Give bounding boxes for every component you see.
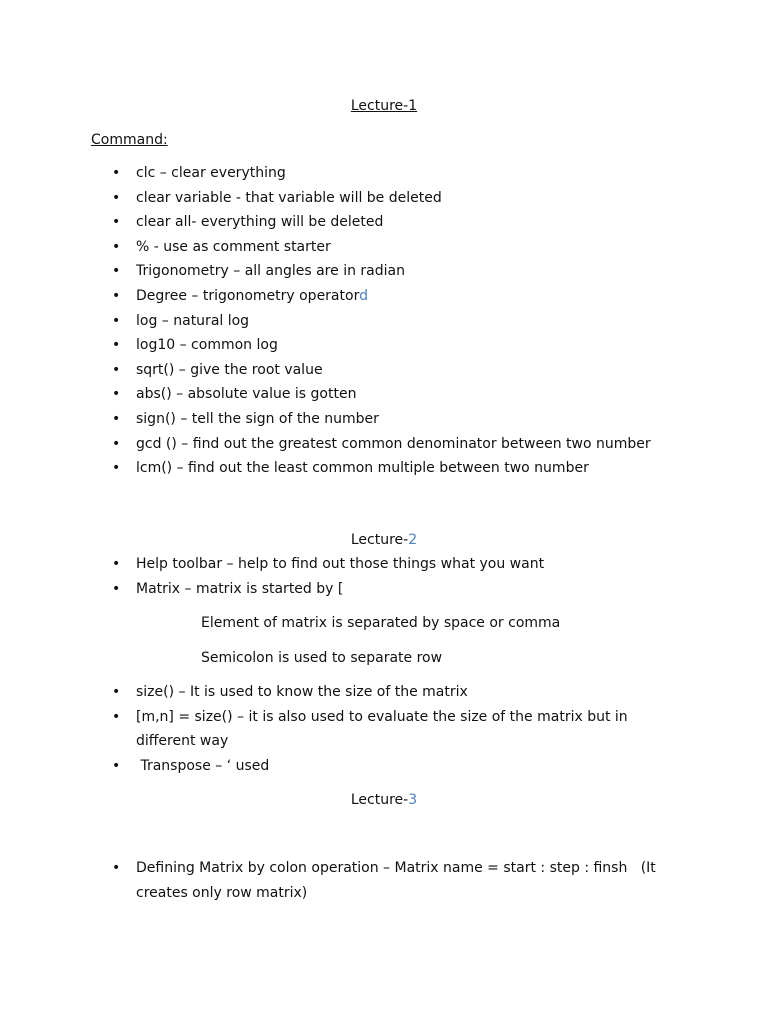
lecture-3-list bbox=[0, 856, 768, 905]
lecture-1-title bbox=[0, 94, 768, 118]
list-item-text: clear all- everything will be deleted bbox=[136, 214, 384, 231]
list-item-text: size() – It is used to know the size of the matrix bbox=[136, 684, 468, 700]
bullet-icon: • bbox=[112, 435, 121, 452]
list-item bbox=[0, 432, 768, 457]
bullet-icon: • bbox=[112, 708, 121, 725]
bullet-icon: • bbox=[112, 556, 121, 572]
list-item-text: Defining Matrix by colon operation – Matrix name = start : step : finsh (It creates only row matrix) bbox=[136, 860, 661, 901]
list-item-text: Matrix – matrix is started by [ bbox=[136, 580, 344, 597]
list-item bbox=[0, 210, 768, 235]
list-item bbox=[0, 309, 768, 334]
bullet-icon: • bbox=[112, 410, 121, 427]
lecture-3-title bbox=[0, 788, 768, 812]
lecture-3-title-prefix: Lecture- bbox=[350, 792, 409, 808]
lecture-1-title-text: Lecture-1 bbox=[350, 98, 418, 114]
bullet-icon: • bbox=[112, 287, 121, 304]
list-item-text: Trigonometry – all angles are in radian bbox=[136, 263, 405, 280]
list-item-text: Help toolbar – help to find out those things what you want bbox=[136, 556, 545, 572]
lecture-2-title-prefix: Lecture- bbox=[350, 532, 409, 548]
list-item-text: log10 – common log bbox=[136, 337, 278, 354]
list-item bbox=[0, 552, 768, 577]
list-item-text: clc – clear everything bbox=[136, 165, 286, 181]
list-item-text: [m,n] = size() – it is also used to evaluate the size of the matrix but in different way bbox=[136, 708, 628, 750]
list-item-text: lcm() – find out the least common multiple between two number bbox=[136, 460, 589, 477]
list-item bbox=[0, 754, 768, 779]
bullet-icon: • bbox=[112, 263, 121, 280]
list-item-text: sqrt() – give the root value bbox=[136, 361, 323, 378]
lecture-2-title-number: 2 bbox=[408, 532, 418, 548]
list-item bbox=[0, 358, 768, 383]
list-item-text: % - use as comment starter bbox=[136, 238, 331, 255]
list-item-degree bbox=[0, 284, 768, 309]
bullet-icon: • bbox=[112, 238, 121, 255]
matrix-note-elements: Element of matrix is separated by space or comma bbox=[201, 615, 561, 631]
list-item bbox=[0, 407, 768, 432]
command-label: Command: bbox=[91, 132, 168, 148]
lecture-2-list-a bbox=[0, 552, 768, 601]
bullet-icon: • bbox=[112, 684, 121, 700]
bullet-icon: • bbox=[112, 580, 121, 597]
lecture-2-list-b bbox=[0, 680, 768, 778]
list-item-text: log – natural log bbox=[136, 312, 250, 329]
bullet-icon: • bbox=[112, 214, 121, 231]
bullet-icon: • bbox=[112, 337, 121, 354]
lecture-1-command-list bbox=[0, 161, 768, 481]
bullet-icon: • bbox=[112, 386, 121, 403]
list-item bbox=[0, 259, 768, 284]
bullet-icon: • bbox=[112, 460, 121, 477]
list-item bbox=[0, 680, 768, 705]
list-item bbox=[0, 856, 768, 905]
list-item-text: sign() – tell the sign of the number bbox=[136, 410, 379, 427]
bullet-icon: • bbox=[112, 312, 121, 329]
list-item-text: clear variable - that variable will be deleted bbox=[136, 189, 442, 206]
list-item bbox=[0, 382, 768, 407]
accent-char: d bbox=[359, 287, 368, 304]
bullet-icon: • bbox=[112, 361, 121, 378]
list-item bbox=[0, 186, 768, 211]
bullet-icon: • bbox=[112, 860, 121, 876]
list-item bbox=[0, 577, 768, 602]
list-item bbox=[0, 456, 768, 481]
lecture-3-title-number: 3 bbox=[408, 792, 418, 808]
matrix-note-semicolon: Semicolon is used to separate row bbox=[201, 650, 443, 666]
list-item bbox=[0, 235, 768, 260]
bullet-icon: • bbox=[112, 165, 121, 181]
list-item bbox=[0, 705, 768, 754]
list-item bbox=[0, 333, 768, 358]
lecture-2-title bbox=[0, 528, 768, 552]
list-item-text: Degree – trigonometry operator bbox=[136, 287, 360, 304]
bullet-icon: • bbox=[112, 189, 121, 206]
list-item-text: abs() – absolute value is gotten bbox=[136, 386, 357, 403]
bullet-icon: • bbox=[112, 757, 121, 774]
list-item-text: gcd () – find out the greatest common denominator between two number bbox=[136, 435, 651, 452]
list-item bbox=[0, 161, 768, 186]
list-item-text: Transpose – ‘ used bbox=[136, 757, 270, 774]
